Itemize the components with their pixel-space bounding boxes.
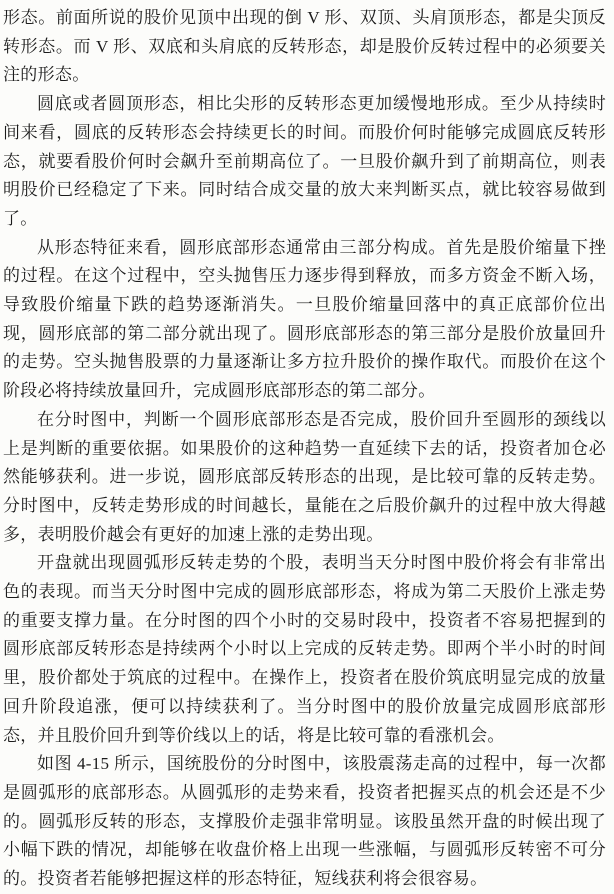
paragraph-4-neckline-judgement: 在分时图中，判断一个圆形底部形态是否完成，股价回升至圆形的颈线以上是判断的重要依据。如果股价的这种趋势一直延续下去的话，投资者加仓必然能够获利。进一步说，圆形底部反转形态的出现，是比较可靠的反转走势。分时图中，反转走势形成的时间越长，量能在之后股价飙升的过程中放大得越多，表明股价越会有更好的加速上涨的走势出现。 [3,409,606,544]
paragraph-3-three-parts-structure: 从形态特征来看，圆形底部形态通常由三部分构成。首先是股价缩量下挫的过程。在这个过程中，空头抛售压力逐步得到释放，而多方资金不断入场，导致股价缩量下跌的趋势逐渐消失。一旦股价缩量回落中的真正底部价位出现，圆形底部的第二部分就出现了。圆形底部形态的第三部分是股价放量回升的走势。空头抛售股票的力量逐渐让多方拉升股价的操作取代。而股价在这个阶段必将持续放量回升，完成圆形底部形态的第二部分。 [3,237,606,401]
paragraph-1-sharp-top-reversal: 形态。前面所说的股价见顶中出现的倒 V 形、双顶、头肩顶形态，都是尖顶反转形态。而 V 形、双底和头肩底的反转形态，却是股价反转过程中的必须要关注的形态。 [3,8,606,85]
paragraph-6-figure-4-15-example: 如图 4-15 所示，国统股份的分时图中，该股震荡走高的过程中，每一次都是圆弧形的底部形态。从圆弧形的走势来看，投资者把握买点的机会还是不少的。圆弧形反转的形态，支撑股价走强非常明显。该股虽然开盘的时候出现了小幅下跌的情况，却能够在收盘价格上出现一些涨幅，与圆弧形反转密不可分的。投资者若能够把握这样的形态特征，短线获利将会很容易。 [3,754,606,889]
paragraph-2-round-bottom-formation: 圆底或者圆顶形态，相比尖形的反转形态更加缓慢地形成。至少从持续时间来看，圆底的反转形态会持续更长的时间。而股价何时能够完成圆底反转形态，就要看股价何时会飙升至前期高位了。一旦股价飙升到了前期高位，则表明股价已经稳定了下来。同时结合成交量的放大来判断买点，就比较容易做到了。 [3,94,606,228]
paragraph-5-intraday-timing: 开盘就出现圆弧形反转走势的个股，表明当天分时图中股价将会有非常出色的表现。而当天分时图中完成的圆形底部形态，将成为第二天股价上涨走势的重要支撑力量。在分时图的四个小时的交易时段中，投资者不容易把握到的圆形底部反转形态是持续两个小时以上完成的反转走势。即两个半小时的时间里，股价都处于筑底的过程中。在操作上，投资者在股价筑底明显完成的放量回升阶段追涨，便可以持续获利了。当分时图中的股价放量完成圆形底部形态，并且股价回升到等价线以上的话，将是比较可靠的看涨机会。 [3,553,606,745]
